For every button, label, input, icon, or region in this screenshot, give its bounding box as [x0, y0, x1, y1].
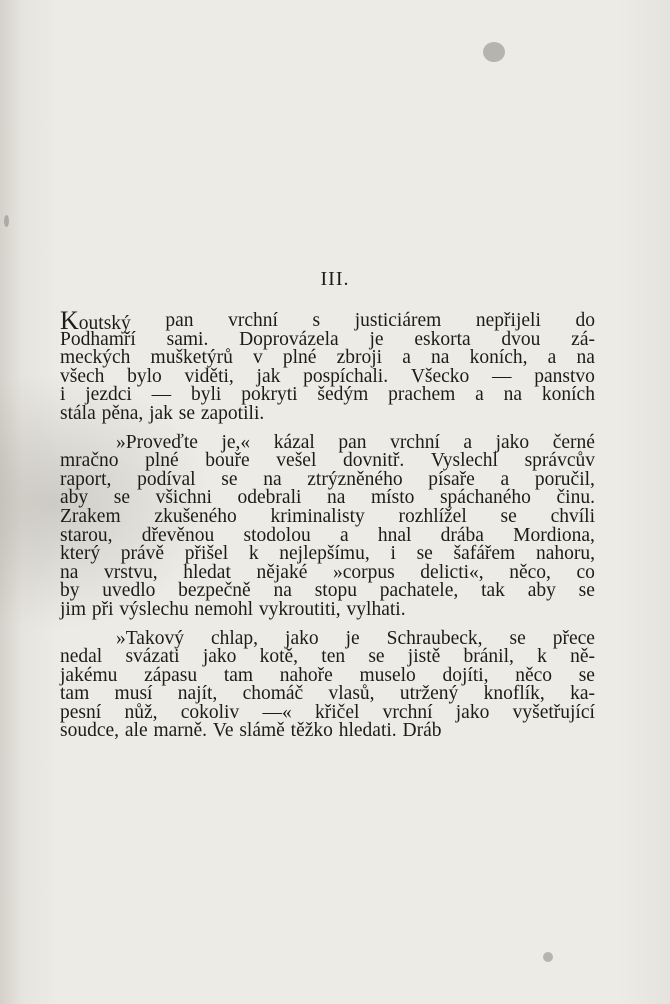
word: ztrýzněného	[307, 468, 403, 490]
word: jako	[495, 431, 530, 453]
word: koních,	[469, 347, 528, 369]
word: všech	[60, 365, 105, 387]
word: raport,	[60, 468, 112, 490]
word: na	[431, 347, 450, 369]
word: utržený	[399, 683, 459, 705]
word: stodolou	[243, 524, 311, 546]
word: byli	[191, 384, 222, 406]
word: je,«	[221, 431, 251, 453]
word: i	[390, 543, 396, 565]
word: Doprovázela	[239, 328, 339, 350]
word: něco	[515, 664, 553, 686]
text-line	[60, 402, 595, 424]
text-line	[60, 722, 595, 741]
word: k	[537, 646, 547, 668]
word: na	[576, 347, 595, 369]
word: pan	[338, 431, 367, 453]
word: vrchní	[390, 431, 440, 453]
word: a	[463, 431, 473, 453]
word: pesní	[60, 701, 102, 723]
word: ale	[124, 720, 148, 742]
word: do	[575, 310, 595, 331]
word: aby	[527, 580, 556, 602]
word: dovnitř.	[342, 450, 405, 472]
word: písaře	[428, 468, 475, 490]
word: se	[500, 505, 517, 527]
word: marně.	[153, 720, 208, 742]
word: který	[60, 543, 101, 565]
word: nahoře	[279, 664, 333, 686]
word: bylo	[127, 365, 162, 387]
word: pachatele,	[379, 580, 459, 602]
word: jak	[256, 365, 281, 387]
word: vrstvu,	[104, 561, 158, 583]
word: vrchní	[228, 310, 278, 331]
word: zkušeného	[154, 505, 237, 527]
word: odebrali	[237, 487, 302, 509]
chapter-heading: III.	[320, 268, 350, 290]
word: najít,	[177, 683, 218, 705]
word: se	[509, 627, 526, 649]
body-text	[60, 306, 595, 742]
word: knoflík,	[483, 683, 545, 705]
word: Všecko	[410, 365, 470, 387]
word: místo	[371, 487, 415, 509]
word: nepřijeli	[475, 310, 541, 331]
word: co	[576, 561, 595, 583]
word: —	[151, 384, 172, 406]
word: zápasu	[144, 664, 198, 686]
word: mušketýrů	[150, 347, 233, 369]
word: a	[475, 384, 484, 406]
word: na	[273, 580, 292, 602]
word: v	[253, 347, 263, 369]
word: šedým	[317, 384, 369, 406]
word: viděti,	[184, 365, 234, 387]
word: dvou	[501, 328, 541, 350]
word: nahoru,	[535, 543, 595, 565]
word: hnal	[377, 524, 412, 546]
text-line	[60, 452, 595, 471]
word: starou,	[60, 524, 113, 546]
word: činu.	[556, 487, 595, 509]
word: šafářem	[453, 543, 516, 565]
text-line	[60, 598, 595, 620]
word: stopu	[314, 580, 357, 602]
word: na	[263, 468, 282, 490]
word: Vyslechl	[430, 450, 498, 472]
word: vykroutiti,	[258, 598, 341, 620]
word: muselo	[359, 664, 416, 686]
word: správcův	[524, 450, 595, 472]
word: se	[221, 468, 238, 490]
word: jakému	[60, 664, 118, 686]
word: zapotili.	[200, 402, 265, 424]
word: bouře	[205, 450, 250, 472]
word: vrchní	[382, 701, 433, 723]
word: Schraubeck,	[386, 627, 483, 649]
word: musí	[114, 683, 153, 705]
word: jistě	[407, 646, 441, 668]
text-line	[60, 431, 595, 453]
word: a	[402, 347, 411, 369]
word: aby	[60, 487, 89, 509]
word: i	[60, 384, 66, 406]
word: se	[578, 580, 595, 602]
word: prachem	[388, 384, 456, 406]
word: cokoliv	[180, 701, 240, 723]
word: bránil,	[463, 646, 514, 668]
word: jako	[202, 646, 237, 668]
word: svázati	[125, 646, 180, 668]
word: stála	[60, 402, 96, 424]
text-line	[60, 306, 595, 335]
word: kotě,	[259, 646, 299, 668]
word: rozhlížel	[398, 505, 467, 527]
word: panstvo	[534, 365, 595, 387]
word: justiciárem	[354, 310, 442, 331]
word-dropcap: Koutský	[60, 306, 131, 335]
word: k	[248, 543, 259, 565]
word: křičel	[315, 701, 360, 723]
word: poručil,	[534, 468, 595, 490]
word: uvedlo	[102, 580, 156, 602]
word: kázal	[273, 431, 315, 453]
text-line	[60, 349, 595, 368]
word: by	[60, 580, 80, 602]
word: chlap,	[210, 627, 259, 649]
word: nejlepšímu,	[279, 543, 370, 565]
word: s	[312, 310, 321, 331]
word: delicti«,	[420, 561, 484, 583]
text-line	[60, 545, 595, 564]
word: tam	[60, 683, 90, 705]
word: nedal	[60, 646, 103, 668]
word: pěna,	[101, 402, 144, 424]
word: eskorta	[414, 328, 471, 350]
word: sami.	[166, 328, 209, 350]
word: na	[60, 561, 79, 583]
paragraph	[60, 627, 595, 742]
word: se	[368, 646, 385, 668]
word: se	[178, 402, 196, 424]
word: hledat	[183, 561, 231, 583]
word: ka-	[570, 683, 595, 705]
word: vlasů,	[328, 683, 375, 705]
word: zbroji	[336, 347, 383, 369]
word: výslechu	[119, 598, 189, 620]
word: tam	[223, 664, 254, 686]
word: pan	[165, 310, 194, 331]
word: hledati.	[338, 720, 397, 742]
paper-stain	[4, 215, 9, 227]
word: něco,	[509, 561, 551, 583]
word: zá-	[571, 328, 595, 350]
word: se	[113, 487, 130, 509]
word: —	[492, 365, 512, 387]
word: plné	[282, 347, 317, 369]
word: nůž,	[124, 701, 158, 723]
word: dojíti,	[442, 664, 489, 686]
word: slámě	[239, 720, 285, 742]
text-line	[60, 505, 595, 527]
word: meckých	[60, 347, 131, 369]
word: »corpus	[332, 561, 395, 583]
paper-stain	[483, 42, 505, 62]
word: Podhamří	[60, 328, 136, 350]
word: jezdci	[85, 384, 132, 406]
paper-stain	[543, 952, 553, 962]
word: těžko	[290, 720, 333, 742]
word: a	[339, 524, 349, 546]
word: Zrakem	[60, 505, 121, 527]
word: mračno	[60, 450, 119, 472]
word: plné	[145, 450, 179, 472]
word: nějaké	[256, 561, 308, 583]
word: právě	[120, 543, 165, 565]
word: jako	[285, 627, 319, 649]
word: při	[91, 598, 114, 620]
word: je	[369, 328, 384, 350]
word: přece	[552, 627, 595, 649]
word: Ve	[212, 720, 234, 742]
paragraph	[60, 431, 595, 620]
paragraph	[60, 306, 595, 424]
word: soudce,	[60, 720, 120, 742]
word: a	[547, 347, 557, 369]
word: chomáč	[242, 683, 304, 705]
word: všichni	[155, 487, 212, 509]
word: jim	[60, 598, 87, 620]
word: nemohl	[194, 598, 254, 620]
word: jak	[149, 402, 173, 424]
word: se	[578, 664, 595, 686]
word: přišel	[184, 543, 229, 565]
word: vyšetřující	[512, 701, 595, 723]
word: Dráb	[402, 720, 442, 742]
word: ně-	[570, 646, 595, 668]
word: chvíli	[550, 505, 595, 527]
word: spáchaného	[439, 487, 531, 509]
word: tak	[481, 580, 505, 602]
word: je	[345, 627, 360, 649]
word: —«	[262, 701, 292, 723]
word: podíval	[137, 468, 196, 490]
word: na	[327, 487, 346, 509]
word: vylhati.	[346, 598, 406, 620]
word: kriminalisty	[270, 505, 365, 527]
word: »Takový	[116, 627, 184, 649]
word: vešel	[276, 450, 317, 472]
word: a	[500, 468, 510, 490]
word: koních	[541, 384, 595, 406]
word: černé	[552, 431, 595, 453]
word: na	[503, 384, 523, 406]
word: Mordiona,	[513, 524, 595, 546]
word: drába	[440, 524, 484, 546]
word: se	[416, 543, 433, 565]
word: dřevěnou	[141, 524, 215, 546]
word: bezpečně	[178, 580, 251, 602]
word: jako	[455, 701, 490, 723]
word: »Proveďte	[116, 431, 198, 453]
text-line	[60, 648, 595, 667]
word: pospíchali.	[303, 365, 389, 387]
word: pokryti	[241, 384, 298, 406]
word: ten	[321, 646, 346, 668]
